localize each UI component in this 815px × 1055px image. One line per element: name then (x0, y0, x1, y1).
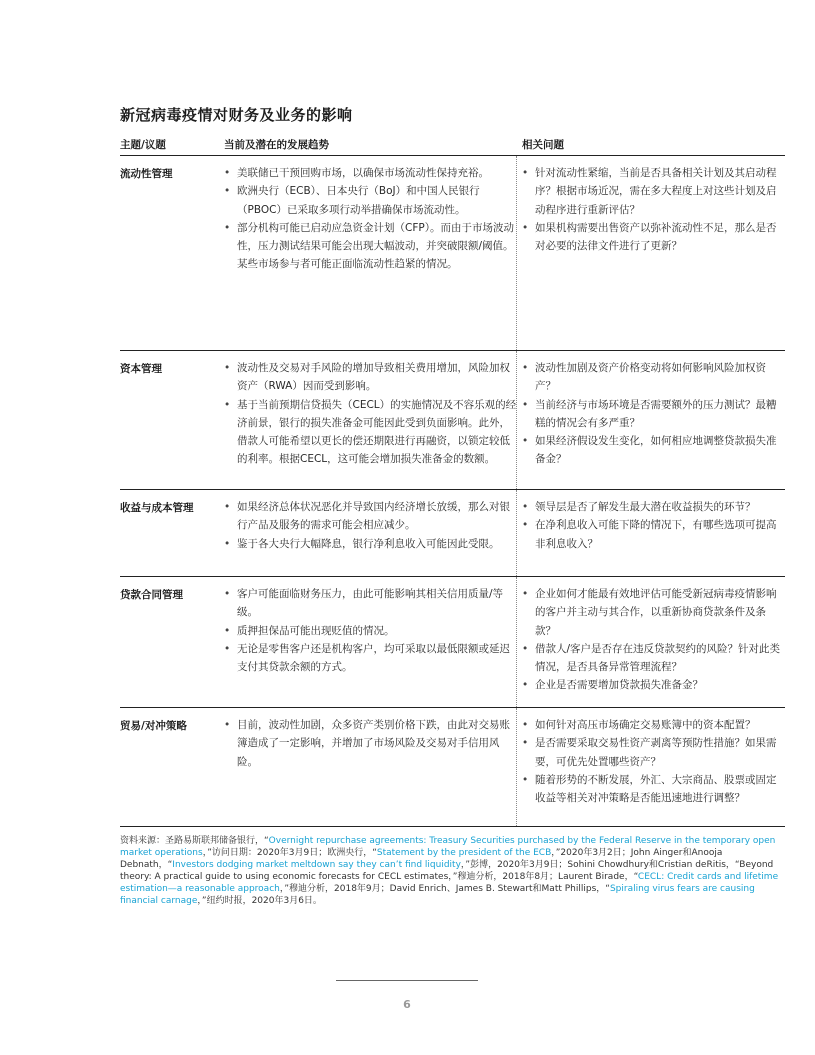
page-number: 6 (403, 998, 411, 1011)
question-item: • 波动性加剧及资产价格变动将如何影响风险加权资产？ (522, 359, 784, 396)
page-title: 新冠病毒疫情对财务及业务的影响 (120, 106, 353, 124)
trend-list (224, 498, 520, 553)
source-text: ，”穆迪分析，2018年9月；David Enrich、James B. Stewart和Matt Phillips，“ (279, 884, 610, 894)
trend-list (224, 585, 520, 676)
table-row (120, 490, 785, 577)
question-list (522, 359, 784, 469)
impact-table (120, 132, 785, 827)
header-trend: 当前及潜在的发展趋势 (224, 139, 329, 151)
source-text: ，”彭博，2020年3月9日；Sohini Chowdhury和Cristian deRitis，“Beyond theory: A practical guide to using economic forecasts for CECL estimates，”穆迪分析，2018年8月；Laurent Birade，“ (120, 860, 774, 882)
question-item: • 如何针对高压市场确定交易账簿中的资本配置？ (522, 716, 784, 734)
question-list (522, 164, 784, 255)
row-topic: 资本管理 (120, 363, 162, 375)
question-item: • 针对流动性紧缩，当前是否具备相关计划及其启动程序？根据市场近况，需在多大程度上对这些计划及启动程序进行重新评估？ (522, 164, 784, 219)
question-item: • 当前经济与市场环境是否需要额外的压力测试？最糟糕的情况会有多严重？ (522, 396, 784, 433)
question-item: • 是否需要采取交易性资产剥离等预防性措施？如果需要，可优先处置哪些资产？ (522, 734, 784, 771)
question-item: • 企业如何才能最有效地评估可能受新冠病毒疫情影响的客户并主动与其合作，以重新协商贷款条件及条款？ (522, 585, 784, 640)
table-row (120, 156, 785, 351)
table-header (120, 132, 785, 156)
source-link[interactable]: Spiraling virus fears are causing financial carnage (120, 884, 755, 906)
question-item: • 如果机构需要出售资产以弥补流动性不足，那么是否对必要的法律文件进行了更新？ (522, 219, 784, 256)
source-text: 资料来源：圣路易斯联邦储备银行，“ (120, 836, 269, 846)
trend-item: • 部分机构可能已启动应急资金计划（CFP）。而由于市场波动性，压力测试结果可能会出现大幅波动，并突破限额/阈值。某些市场参与者可能正面临流动性趋紧的情况。 (224, 219, 520, 274)
source-text: ，”纽约时报，2020年3月6日。 (197, 896, 322, 906)
trend-item: • 基于当前预期信贷损失（CECL）的实施情况及不容乐观的经济前景，银行的损失准备金可能因此受到负面影响。此外，借款人可能希望以更长的偿还期限进行再融资，以锁定较低的利率。根据CECL，这可能会增加损失准备金的数额。 (224, 396, 520, 469)
trend-list (224, 164, 520, 274)
question-list (522, 716, 784, 807)
source-note (120, 835, 790, 907)
row-topic: 贸易/对冲策略 (120, 720, 187, 732)
header-question: 相关问题 (522, 139, 564, 151)
row-topic: 贷款合同管理 (120, 589, 183, 601)
trend-item: • 无论是零售客户还是机构客户，均可采取以最低限额或延迟支付其贷款余额的方式。 (224, 640, 520, 677)
table-row (120, 577, 785, 708)
source-text: ，”访问日期：2020年3月9日；欧洲央行，“ (202, 848, 377, 858)
question-item: • 在净利息收入可能下降的情况下，有哪些选项可提高非利息收入？ (522, 516, 784, 553)
question-item: • 企业是否需要增加贷款损失准备金？ (522, 676, 784, 694)
trend-list (224, 359, 520, 469)
question-item: • 领导层是否了解发生最大潜在收益损失的环节？ (522, 498, 784, 516)
footer-divider (336, 980, 478, 981)
source-link[interactable]: CECL: Credit cards and lifetime estimation—a reasonable approach (120, 872, 779, 894)
question-item: • 借款人/客户是否存在违反贷款契约的风险？针对此类情况，是否具备异常管理流程？ (522, 640, 784, 677)
question-item: • 随着形势的不断发展，外汇、大宗商品、股票或固定收益等相关对冲策略是否能迅速地进行调整？ (522, 771, 784, 808)
trend-item: • 鉴于各大央行大幅降息，银行净利息收入可能因此受限。 (224, 535, 520, 553)
row-topic: 收益与成本管理 (120, 502, 194, 514)
question-list (522, 585, 784, 695)
table-row (120, 708, 785, 827)
source-link[interactable]: Overnight repurchase agreements: Treasury Securities purchased by the Federal Reserve in the temporary open market operations (120, 836, 776, 858)
trend-item: • 目前，波动性加剧，众多资产类别价格下跌，由此对交易账簿造成了一定影响，并增加了市场风险及交易对手信用风险。 (224, 716, 520, 771)
source-link[interactable]: Statement by the president of the ECB (376, 848, 552, 858)
trend-item: • 美联储已干预回购市场，以确保市场流动性保持充裕。 (224, 164, 520, 182)
question-list (522, 498, 784, 553)
trend-list (224, 716, 520, 771)
header-topic: 主题/议题 (120, 139, 166, 151)
source-text: ，”2020年3月2日；John Ainger和Anooja Debnath，“ (120, 848, 723, 870)
source-link[interactable]: Investors dodging market meltdown say they can’t find liquidity (172, 860, 461, 870)
table-row (120, 351, 785, 490)
trend-item: • 客户可能面临财务压力，由此可能影响其相关信用质量/等级。 (224, 585, 520, 622)
trend-item: • 欧洲央行（ECB）、日本央行（BoJ）和中国人民银行（PBOC）已采取多项行动举措确保市场流动性。 (224, 182, 520, 219)
row-topic: 流动性管理 (120, 168, 173, 180)
trend-item: • 波动性及交易对手风险的增加导致相关费用增加，风险加权资产（RWA）因而受到影响。 (224, 359, 520, 396)
question-item: • 如果经济假设发生变化，如何相应地调整贷款损失准备金？ (522, 432, 784, 469)
trend-item: • 质押担保品可能出现贬值的情况。 (224, 622, 520, 640)
trend-item: • 如果经济总体状况恶化并导致国内经济增长放缓，那么对银行产品及服务的需求可能会相应减少。 (224, 498, 520, 535)
